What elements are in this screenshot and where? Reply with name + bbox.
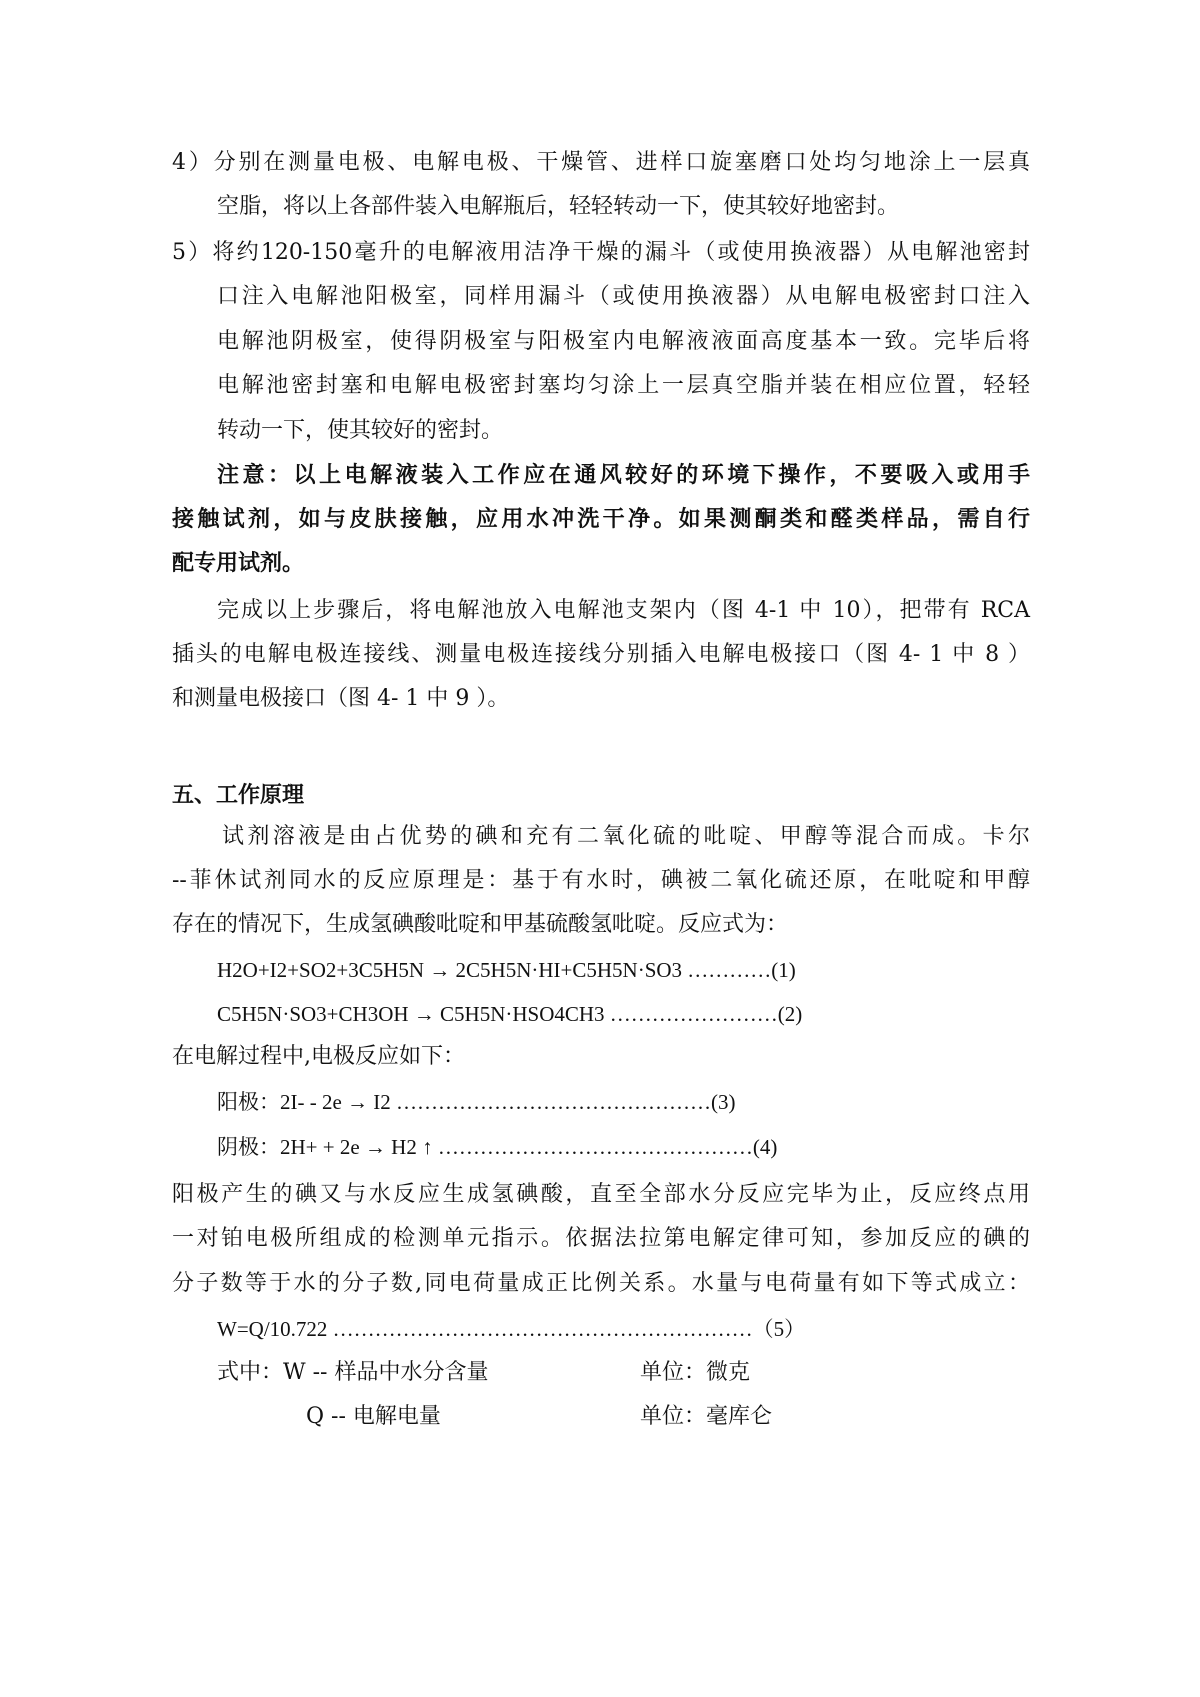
equation-4: 阴极：2H+ + 2e → H2 ↑ ………………………………………(4) [217,1135,778,1159]
equation-1: H2O+I2+SO2+3C5H5N → 2C5H5N·HI+C5H5N·SO3 …………(1) [217,958,796,982]
note-line3: 配专用试剂。 [172,550,305,576]
unit-w: 单位：微克 [640,1360,751,1385]
after-line3: 和测量电极接口（图 4- 1 中 9 ）。 [172,686,510,711]
where-q: Q -- 电解电量 [306,1404,441,1429]
note-line2: 接触试剂，如与皮肤接触，应用水冲洗干净。如果测酮类和醛类样品，需自行 [172,506,1030,532]
after-line1: 完成以上步骤后，将电解池放入电解池支架内（图 4-1 中 10），把带有 RCA [217,598,1030,623]
intro-line2: --菲休试剂同水的反应原理是：基于有水时，碘被二氧化硫还原，在吡啶和甲醇 [172,868,1030,893]
equation-2: C5H5N·SO3+CH3OH → C5H5N·HSO4CH3 ……………………(2) [217,1002,803,1026]
step5-line2: 口注入电解池阳极室，同样用漏斗（或使用换液器）从电解电极密封口注入 [217,284,1030,309]
equation-3: 阳极：2I- - 2e → I2 ………………………………………(3) [217,1090,736,1114]
step5-line4: 电解池密封塞和电解电极密封塞均匀涂上一层真空脂并装在相应位置，轻轻 [217,373,1030,398]
electrode-intro: 在电解过程中,电极反应如下： [172,1044,465,1069]
explain-line2: 一对铂电极所组成的检测单元指示。依据法拉第电解定律可知，参加反应的碘的 [172,1226,1030,1251]
explain-line3: 分子数等于水的分子数,同电荷量成正比例关系。水量与电荷量有如下等式成立： [172,1271,1030,1296]
equation-5: W=Q/10.722 ……………………………………………………（5） [217,1317,806,1341]
unit-q: 单位：毫库仑 [640,1404,773,1429]
step4-line1: 4）分别在测量电极、电解电极、干燥管、进样口旋塞磨口处均匀地涂上一层真 [172,150,1030,175]
where-w: 式中：W -- 样品中水分含量 [217,1360,489,1385]
step5-line3: 电解池阴极室，使得阴极室与阳极室内电解液液面高度基本一致。完毕后将 [217,329,1030,354]
intro-line3: 存在的情况下，生成氢碘酸吡啶和甲基硫酸氢吡啶。反应式为： [172,912,789,937]
explain-line1: 阳极产生的碘又与水反应生成氢碘酸，直至全部水分反应完毕为止，反应终点用 [172,1182,1030,1207]
section-heading: 五、工作原理 [172,782,305,808]
note-line1: 注意：以上电解液装入工作应在通风较好的环境下操作，不要吸入或用手 [217,462,1030,488]
after-line2: 插头的电解电极连接线、测量电极连接线分别插入电解电极接口（图 4- 1 中 8 ） [172,642,1030,667]
step4-line2: 空脂，将以上各部件装入电解瓶后，轻轻转动一下，使其较好地密封。 [217,194,900,219]
step5-line1: 5）将约120-150毫升的电解液用洁净干燥的漏斗（或使用换液器）从电解池密封 [172,240,1030,265]
intro-line1: 试剂溶液是由占优势的碘和充有二氧化硫的吡啶、甲醇等混合而成。卡尔 [222,824,1030,849]
step5-line5: 转动一下，使其较好的密封。 [217,418,504,443]
